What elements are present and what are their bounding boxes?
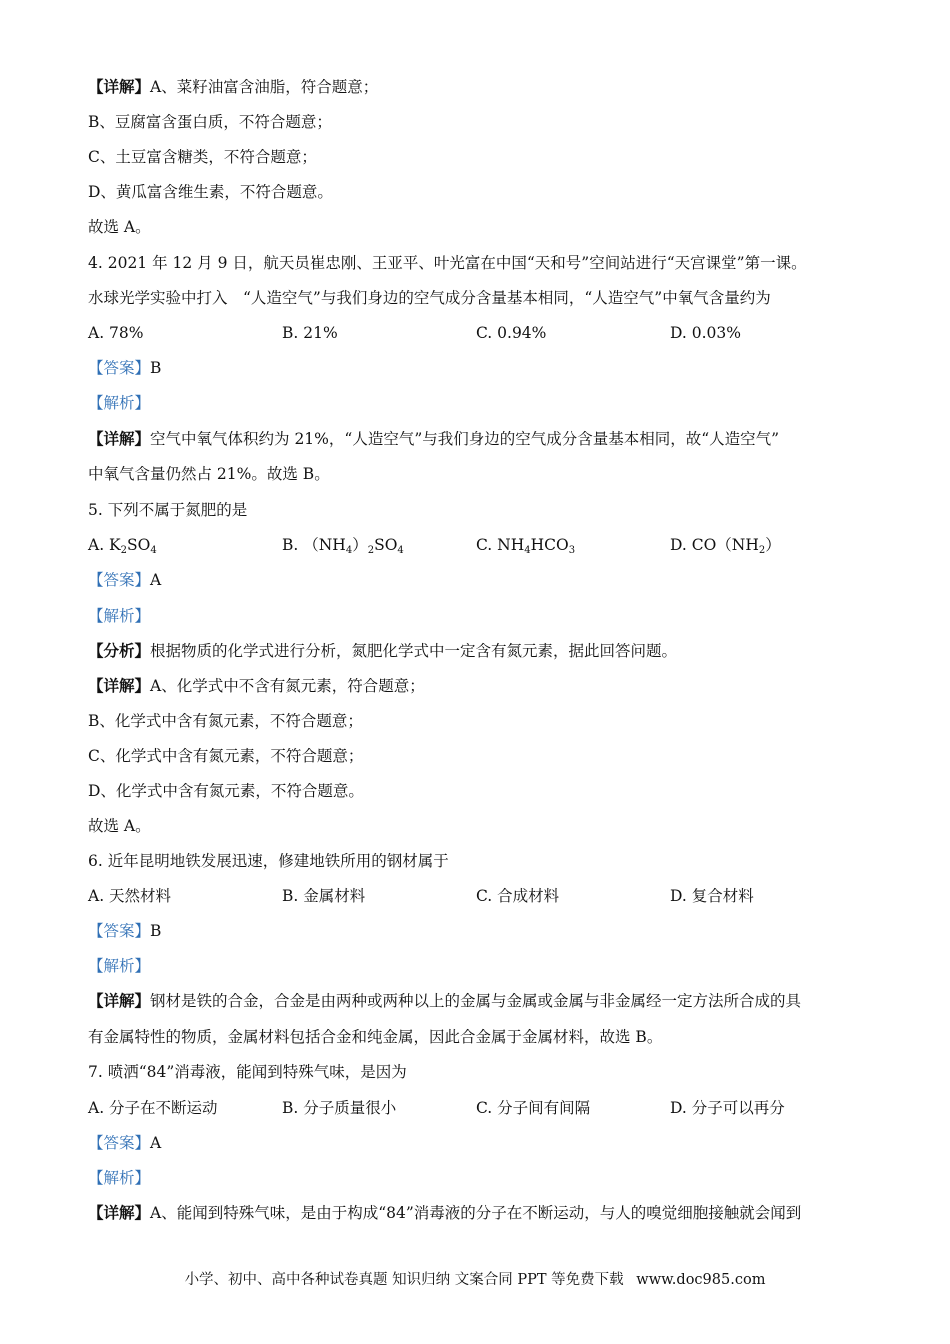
option-b: B. $(NH_4)_2SO_4$ — [282, 536, 404, 556]
answer-value: B — [150, 359, 162, 377]
detail-line — [88, 1201, 870, 1225]
text-line: D、黄瓜富含维生素，不符合题意。 — [88, 183, 333, 201]
question-stem: 7. 喷洒“84”消毒液，能闻到特殊气味，是因为 — [88, 1063, 407, 1081]
detail-text: A、能闻到特殊气味，是由于构成“84”消毒液的分子在不断运动，与人的嗅觉细胞接触就会闻到 — [150, 1204, 802, 1222]
conclusion-line: 故选 A。 — [88, 817, 151, 835]
option-c: C. 合成材料 — [476, 887, 560, 905]
answer-value: A — [150, 571, 162, 589]
answer-tag: 【答案】 — [88, 571, 151, 589]
detail-line — [88, 427, 870, 451]
text-line: B、豆腐富含蛋白质，不符合题意； — [88, 113, 332, 131]
fenxi-text: 根据物质的化学式进行分析，氮肥化学式中一定含有氮元素，据此回答问题。 — [150, 642, 678, 660]
detail-line: 中氧气含量仍然占 21%。故选 B。 — [88, 465, 330, 483]
options-row — [88, 533, 868, 557]
option-b: B. 分子质量很小 — [282, 1099, 397, 1117]
text-line — [88, 75, 870, 99]
detail-tag: 【详解】 — [88, 676, 151, 695]
detail-tag: 【详解】 — [88, 77, 151, 96]
option-d: D. $CO(NH_2)$ — [670, 536, 781, 556]
detail-line: 有金属特性的物质，金属材料包括合金和纯金属，因此合金属于金属材料，故选 B。 — [88, 1028, 663, 1046]
detail-text: 钢材是铁的合金，合金是由两种或两种以上的金属与金属或金属与非金属经一定方法所合成的具 — [150, 992, 802, 1010]
options-row — [88, 1096, 868, 1120]
detail-line — [88, 674, 870, 698]
question-stem: 6. 近年昆明地铁发展迅速，修建地铁所用的钢材属于 — [88, 852, 449, 870]
detail-line: B、化学式中含有氮元素，不符合题意； — [88, 712, 363, 730]
detail-text: 空气中氧气体积约为 21%，“人造空气”与我们身边的空气成分含量基本相同，故“人造空气” — [150, 430, 780, 448]
option-a: A. 分子在不断运动 — [88, 1099, 218, 1117]
detail-tag: 【详解】 — [88, 429, 151, 448]
fenxi-tag: 【分析】 — [88, 641, 151, 660]
option-d: D. 复合材料 — [670, 887, 754, 905]
detail-tag: 【详解】 — [88, 1203, 151, 1222]
detail-text: A、化学式中不含有氮元素，符合题意； — [150, 677, 425, 695]
options-row — [88, 321, 868, 345]
answer-value: A — [150, 1134, 162, 1152]
analysis-tag: 【解析】 — [88, 607, 151, 625]
answer-value: B — [150, 922, 162, 940]
answer-tag: 【答案】 — [88, 359, 151, 377]
analysis-tag: 【解析】 — [88, 957, 151, 975]
detail-line: D、化学式中含有氮元素，不符合题意。 — [88, 782, 364, 800]
options-row — [88, 884, 868, 908]
text: A、菜籽油富含油脂，符合题意； — [150, 78, 379, 96]
option-c: C. 分子间有间隔 — [476, 1099, 591, 1117]
question-stem: 4. 2021 年 12 月 9 日，航天员崔忠刚、王亚平、叶光富在中国“天和号”空间站进行“天宫课堂”第一课。 — [88, 254, 807, 272]
answer-line — [88, 568, 870, 592]
option-d: D. 分子可以再分 — [670, 1099, 785, 1117]
question-stem: 5. 下列不属于氮肥的是 — [88, 501, 248, 519]
text-line: 故选 A。 — [88, 218, 151, 236]
analysis-tag: 【解析】 — [88, 394, 151, 412]
detail-line — [88, 989, 870, 1013]
answer-line — [88, 356, 870, 380]
fenxi-line — [88, 639, 870, 663]
detail-tag: 【详解】 — [88, 991, 151, 1010]
footer-link[interactable]: www.doc985.com — [636, 1272, 766, 1288]
option-b: B. 金属材料 — [282, 887, 366, 905]
text-line: C、土豆富含糖类，不符合题意； — [88, 148, 317, 166]
page-footer — [0, 1268, 950, 1289]
answer-line — [88, 919, 870, 943]
option-a: A. $K_2SO_4$ — [88, 536, 157, 556]
answer-tag: 【答案】 — [88, 1134, 151, 1152]
answer-line — [88, 1131, 870, 1155]
option-a: A. 78% — [88, 324, 144, 342]
option-b: B. 21% — [282, 324, 338, 342]
analysis-tag: 【解析】 — [88, 1169, 151, 1187]
footer-text: 小学、初中、高中各种试卷真题 知识归纳 文案合同 PPT 等免费下载 — [184, 1272, 624, 1288]
option-c: C. $NH_4HCO_3$ — [476, 536, 576, 556]
option-a: A. 天然材料 — [88, 887, 172, 905]
detail-line: C、化学式中含有氮元素，不符合题意； — [88, 747, 364, 765]
option-c: C. 0.94% — [476, 324, 547, 342]
question-stem: 水球光学实验中打入 “人造空气”与我们身边的空气成分含量基本相同，“人造空气”中氧气含量约为 — [88, 289, 771, 307]
option-d: D. 0.03% — [670, 324, 741, 342]
answer-tag: 【答案】 — [88, 922, 151, 940]
